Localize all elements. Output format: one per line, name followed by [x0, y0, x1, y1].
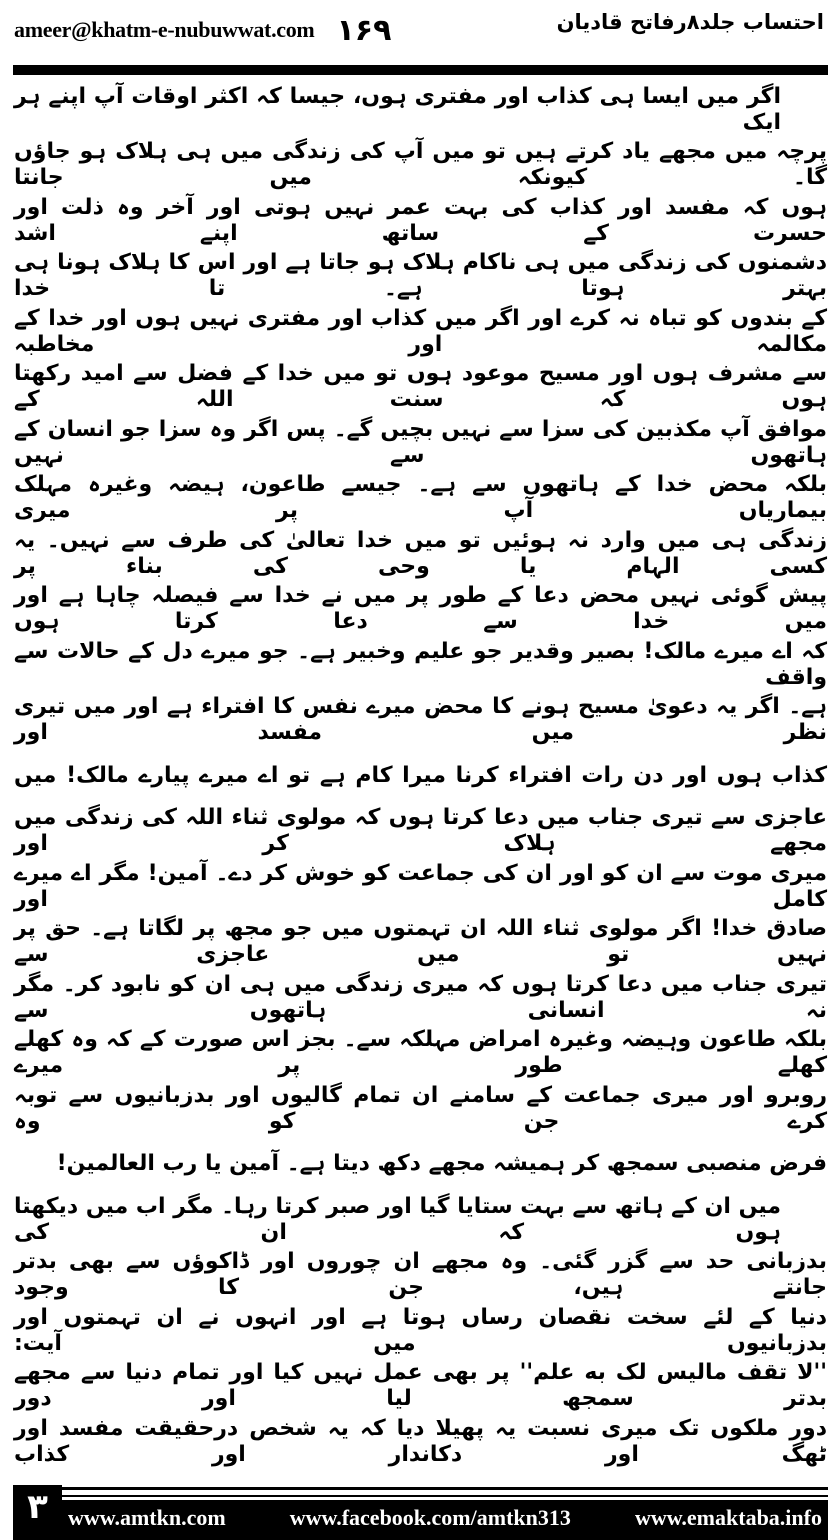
text-line — [14, 193, 827, 249]
text-line-content: پرچہ میں مجھے یاد کرتے ہیں تو میں آپ کی زندگی میں ہی ہلاک ہو جاؤں گا۔ کیونکہ میں جانتا — [14, 139, 827, 191]
book-title: احتساب جلد۸رفاتح قادیان — [556, 10, 824, 34]
text-line-content: میں ان کے ہاتھ سے بہت ستایا گیا اور صبر کرتا رہا۔ مگر اب میں دیکھتا ہوں کہ ان کی — [14, 1193, 781, 1245]
text-line — [14, 970, 827, 1026]
text-line — [14, 1414, 827, 1470]
text-line — [14, 748, 827, 804]
text-line — [14, 360, 827, 416]
text-line — [14, 1137, 827, 1193]
footer-link-facebook[interactable]: www.facebook.com/amtkn313 — [289, 1505, 571, 1530]
page-number: ۱۶۹ — [336, 12, 392, 48]
footer-rule — [62, 1487, 828, 1490]
text-line — [14, 693, 827, 749]
text-line-content: ہے۔ اگر یہ دعویٰ مسیح ہونے کا محض میرے نفس کا افتراء ہے اور میں تیری نظر میں مفسد اور — [14, 694, 827, 746]
text-line — [14, 1303, 827, 1359]
text-line-content: کہ اے میرے مالک! بصیر وقدیر جو علیم وخبیر ہے۔ جو میرے دل کے حالات سے واقف — [14, 638, 827, 690]
section-number: ۳ — [13, 1485, 62, 1540]
text-line — [14, 82, 827, 138]
text-line-content: موافق آپ مکذبین کی سزا سے نہیں بچیں گے۔ پس اگر وہ سزا جو انسان کے ہاتھوں سے نہیں — [14, 416, 827, 468]
text-line-content: دشمنوں کی زندگی میں ہی ناکام ہلاک ہو جاتا ہے اور اس کا ہلاک ہونا ہی بہتر ہوتا ہے۔ تا خدا — [14, 250, 827, 302]
text-line — [14, 859, 827, 915]
text-line-content: بلکہ محض خدا کے ہاتھوں سے ہے۔ جیسے طاعون، ہیضہ وغیرہ مہلک بیماریاں آپ پر میری — [14, 472, 827, 524]
text-line-content: بدزبانی حد سے گزر گئی۔ وہ مجھے ان چوروں اور ڈاکوؤں سے بھی بدتر جانتے ہیں، جن کا وجود — [14, 1249, 827, 1301]
text-line-content: فرض منصبی سمجھ کر ہمیشہ مجھے دکھ دیتا ہے۔ آمین یا رب العالمین! — [56, 1151, 827, 1177]
text-line-content: بلکہ طاعون وہیضہ وغیرہ امراض مہلکہ سے۔ بجز اس صورت کے کہ وہ کھلے کھلے طور پر میرے — [14, 1027, 827, 1079]
footer-links — [62, 1500, 828, 1540]
text-line-content: تیری جناب میں دعا کرتا ہوں کہ میری زندگی میں ہی ان کو نابود کر۔ مگر نہ انسانی ہاتھوں سے — [14, 971, 827, 1023]
body-text — [14, 82, 827, 1470]
footer-link-website[interactable]: www.amtkn.com — [68, 1505, 226, 1530]
text-line-content: روبرو اور میری جماعت کے سامنے ان تمام گالیوں اور بدزبانیوں سے توبہ کرے جن کو وہ — [14, 1082, 827, 1134]
text-line — [14, 138, 827, 194]
page-header — [0, 0, 840, 60]
text-line-content: عاجزی سے تیری جناب میں دعا کرتا ہوں کہ مولوی ثناء اللہ کی زندگی میں مجھے ہلاک کر اور — [14, 805, 827, 857]
text-line-content: صادق خدا! اگر مولوی ثناء اللہ ان تہمتوں میں جو مجھ پر لگاتا ہے۔ حق پر نہیں تو میں عاجزی سے — [14, 916, 827, 968]
text-line-content: دنیا کے لئے سخت نقصان رساں ہوتا ہے اور انہوں نے ان تہمتوں اور بدزبانیوں میں آیت: — [14, 1304, 827, 1356]
text-line-content: ''لا تقف مالیس لک به علم'' پر بھی عمل نہیں کیا اور تمام دنیا سے مجھے بدتر سمجھ لیا اور دور — [14, 1360, 827, 1412]
text-line-content: کذاب ہوں اور دن رات افتراء کرنا میرا کام ہے تو اے میرے پیارے مالک! میں — [14, 762, 827, 788]
footer-rule — [62, 1495, 828, 1497]
text-line — [14, 526, 827, 582]
page-footer — [0, 1480, 840, 1540]
text-line — [14, 471, 827, 527]
text-line — [14, 415, 827, 471]
text-line-content: سے مشرف ہوں اور مسیح موعود ہوں تو میں خدا کے فضل سے امید رکھتا ہوں کہ سنت اللہ کے — [14, 361, 827, 413]
text-line-content: میری موت سے ان کو اور ان کی جماعت کو خوش کر دے۔ آمین! مگر اے میرے کامل اور — [14, 860, 827, 912]
text-line — [14, 1248, 827, 1304]
text-line — [14, 582, 827, 638]
text-line — [14, 637, 827, 693]
text-line-content: زندگی ہی میں وارد نہ ہوئیں تو میں خدا تعالیٰ کی طرف سے نہیں۔ یہ کسی الہام یا وحی کی بناء پر — [14, 527, 827, 579]
header-email: ameer@khatm-e-nubuwwat.com — [14, 17, 315, 42]
text-line — [14, 249, 827, 305]
text-line — [14, 304, 827, 360]
text-line-content: اگر میں ایسا ہی کذاب اور مفتری ہوں، جیسا کہ اکثر اوقات آپ اپنے ہر ایک — [14, 83, 781, 135]
header-rule — [13, 65, 828, 75]
text-line — [14, 915, 827, 971]
footer-link-emaktaba[interactable]: www.emaktaba.info — [634, 1505, 822, 1530]
text-line — [14, 1192, 827, 1248]
text-line — [14, 1026, 827, 1082]
text-line-content: کے بندوں کو تباہ نہ کرے اور اگر میں کذاب اور مفتری نہیں ہوں اور خدا کے مکالمہ اور مخاطبہ — [14, 305, 827, 357]
text-line — [14, 804, 827, 860]
text-line-content: پیش گوئی نہیں محض دعا کے طور پر میں نے خدا سے فیصلہ چاہا ہے اور میں خدا سے دعا کرتا ہوں — [14, 583, 827, 635]
text-line-content: ہوں کہ مفسد اور کذاب کی بہت عمر نہیں ہوتی اور آخر وہ ذلت اور حسرت کے ساتھ اپنے اشد — [14, 194, 827, 246]
header-left — [14, 8, 391, 52]
text-line-content: دور ملکوں تک میری نسبت یہ پھیلا دیا کہ یہ شخص درحقیقت مفسد اور ٹھگ اور دکاندار اور کذاب — [14, 1415, 827, 1467]
text-line — [14, 1081, 827, 1137]
text-line — [14, 1359, 827, 1415]
